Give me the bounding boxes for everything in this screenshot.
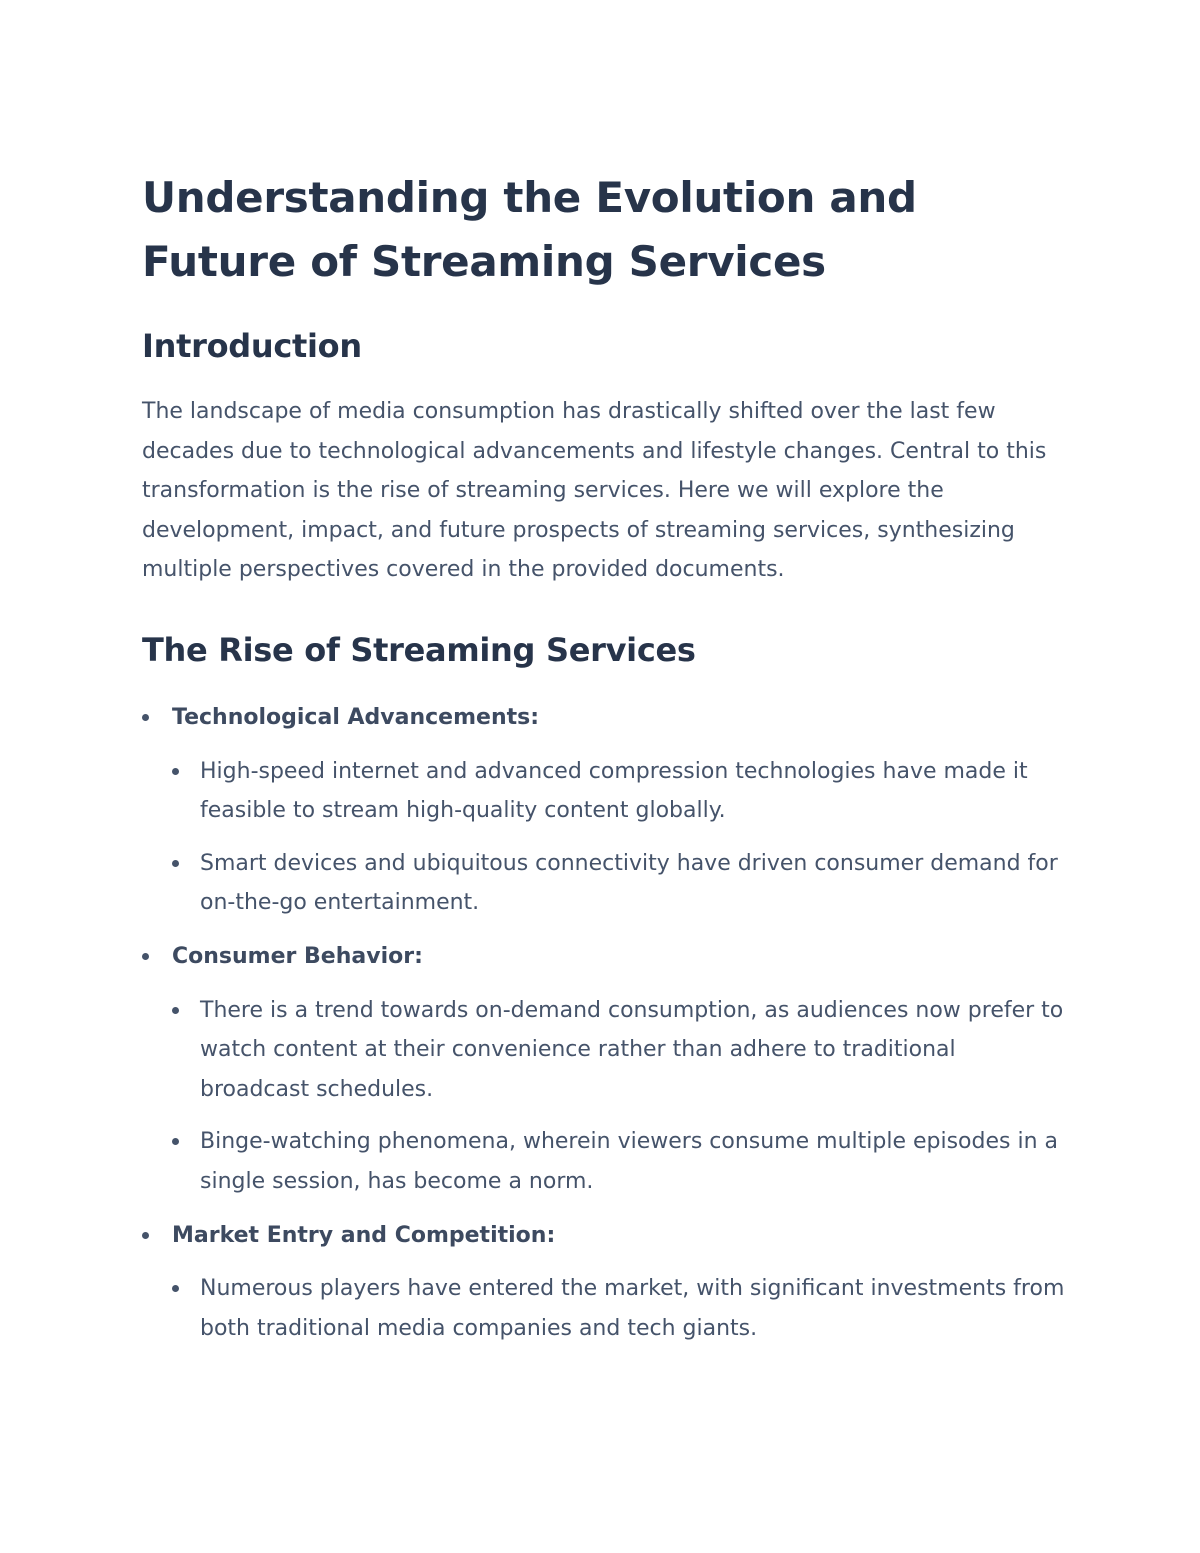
bullet-icon bbox=[172, 1138, 179, 1145]
section-heading-introduction: Introduction bbox=[142, 327, 362, 365]
bullet-icon bbox=[142, 1232, 149, 1239]
sub-list-item bbox=[172, 1122, 1070, 1201]
introduction-paragraph: The landscape of media consumption has drastically shifted over the last few decades due to technological advancements and lifestyle changes. Central to this transformation is the rise of streaming services. Here we will explore the development, impact, and future prospects of streaming services, synthesizing multiple perspectives covered in the provided documents. bbox=[142, 399, 1047, 583]
bullet-icon bbox=[142, 953, 149, 960]
list-item-consumer-behavior bbox=[142, 937, 1070, 1202]
rise-bullet-list bbox=[142, 698, 1070, 1348]
sub-list-item bbox=[172, 1269, 1070, 1348]
bullet-icon bbox=[172, 768, 179, 775]
bullet-icon bbox=[172, 1285, 179, 1292]
sub-bullet-list bbox=[172, 752, 1070, 923]
sub-list-item-text: High-speed internet and advanced compression technologies have made it feasible to stream high-quality content globally. bbox=[200, 758, 1028, 824]
bullet-icon bbox=[172, 860, 179, 867]
bullet-icon bbox=[142, 714, 149, 721]
document-title: Understanding the Evolution and Future of Streaming Services bbox=[142, 173, 917, 286]
sub-list-item bbox=[172, 844, 1070, 923]
list-item-label: Technological Advancements: bbox=[172, 704, 540, 730]
sub-list-item-text: Smart devices and ubiquitous connectivity have driven consumer demand for on-the-go entertainment. bbox=[200, 850, 1058, 916]
list-item-label: Consumer Behavior: bbox=[172, 943, 423, 969]
list-item-label: Market Entry and Competition: bbox=[172, 1222, 556, 1248]
list-item-technological-advancements bbox=[142, 698, 1070, 923]
sub-list-item-text: Numerous players have entered the market, with significant investments from both traditional media companies and tech giants. bbox=[200, 1276, 1065, 1341]
bullet-icon bbox=[172, 1007, 179, 1014]
list-item-market-entry bbox=[142, 1216, 1070, 1349]
sub-list-item bbox=[172, 991, 1070, 1110]
section-heading-rise-of-streaming: The Rise of Streaming Services bbox=[142, 630, 696, 669]
sub-bullet-list bbox=[172, 991, 1070, 1202]
sub-list-item-text: There is a trend towards on-demand consumption, as audiences now prefer to watch content at their convenience rather than adhere to traditional broadcast schedules. bbox=[200, 997, 1064, 1102]
sub-bullet-list bbox=[172, 1269, 1070, 1348]
sub-list-item-text: Binge-watching phenomena, wherein viewers consume multiple episodes in a single session, has become a norm. bbox=[200, 1129, 1058, 1194]
sub-list-item bbox=[172, 752, 1070, 831]
